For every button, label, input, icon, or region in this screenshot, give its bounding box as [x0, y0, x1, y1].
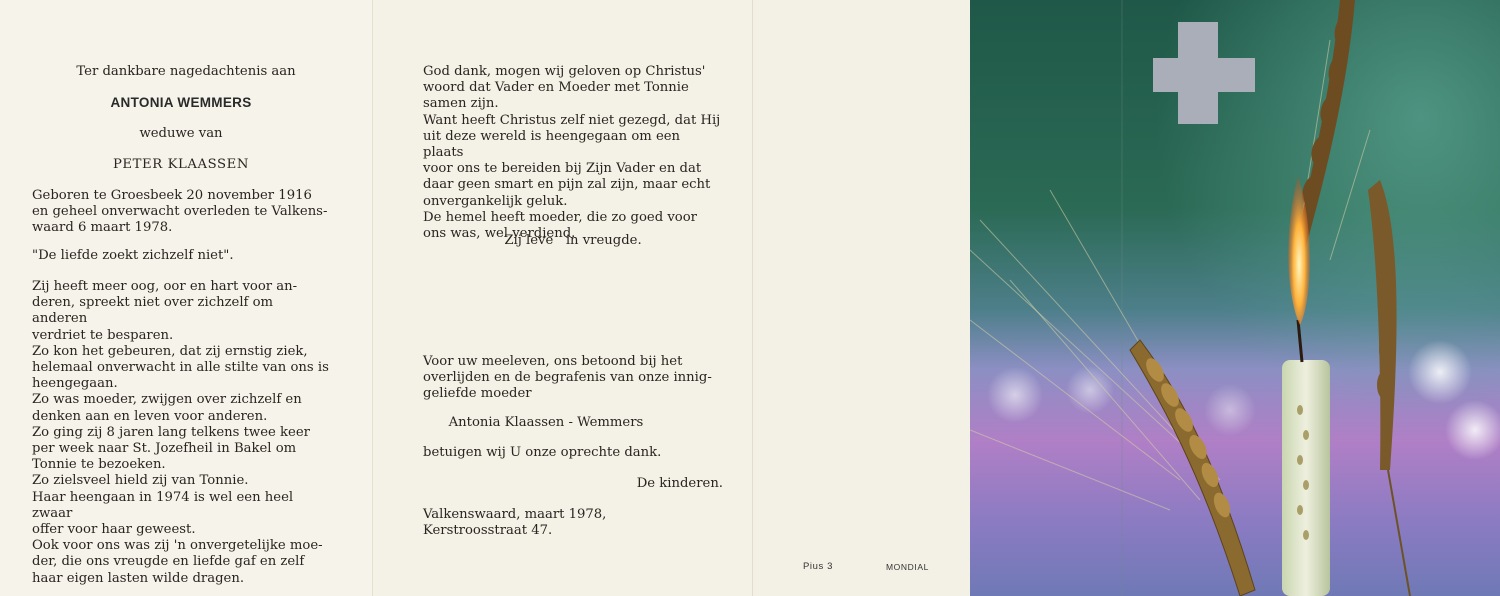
born-line: Geboren te Groesbeek 20 november 1916 — [32, 188, 312, 203]
middle-body-text — [423, 64, 723, 242]
text-line: Zo kon het gebeuren, dat zij ernstig ziek, — [32, 343, 308, 359]
thanks-end-text: betuigen wij U onze oprechte dank. — [423, 445, 662, 460]
printer-brand: MONDIAL — [886, 562, 929, 572]
candle-wheat-image — [970, 0, 1500, 596]
text-line: uit deze wereld is heengegaan om een plaats — [423, 128, 681, 161]
text-line: samen zijn. — [423, 96, 499, 112]
husband-name: PETER KLAASSEN — [112, 157, 250, 172]
text-line: onvergankelijk geluk. — [423, 193, 568, 209]
text-line: voor ons te bereiden bij Zijn Vader en dat — [423, 161, 702, 177]
widow-of-text: weduwe van — [139, 126, 223, 141]
deceased-name: ANTONIA WEMMERS — [110, 95, 252, 110]
text-line: Ook voor ons was zij 'n onvergetelijke moe- — [32, 538, 323, 554]
text-line: helemaal onverwacht in alle stilte van ons is — [32, 360, 329, 376]
text-line: Zo was moeder, zwijgen over zichzelf en — [32, 392, 302, 408]
text-line: ons was, wel verdiend. — [423, 226, 576, 242]
text-line: Zo zielsveel hield zij van Tonnie. — [32, 473, 249, 489]
thanks-line: geliefde moeder — [423, 386, 532, 402]
text-line: per week naar St. Jozefheil in Bakel om — [32, 441, 297, 457]
text-line: heengegaan. — [32, 376, 118, 392]
text-line: daar geen smart en pijn zal zijn, maar echt — [423, 177, 711, 193]
text-line: verdriet te besparen. — [32, 327, 174, 343]
text-line: denken aan en leven voor anderen. — [32, 408, 268, 424]
birth-death-text — [32, 188, 330, 237]
text-line: God dank, mogen wij geloven op Christus' — [423, 64, 706, 79]
text-line: Want heeft Christus zelf niet gezegd, dat Hij — [423, 112, 721, 128]
text-line: deren, spreekt niet over zichzelf om anderen — [32, 295, 274, 327]
thanks-text — [423, 354, 723, 403]
intro-text: Ter dankbare nagedachtenis aan — [76, 64, 296, 79]
address: Kerstroosstraat 47. — [423, 523, 553, 538]
signer-name: Antonia Klaassen - Wemmers — [448, 415, 644, 430]
text-line: Tonnie te bezoeken. — [32, 457, 166, 473]
text-line: Zij heeft meer oog, oor en hart voor an- — [32, 279, 298, 294]
children-signature: De kinderen. — [636, 476, 723, 491]
text-line: Zo ging zij 8 jaren lang telkens twee keer — [32, 424, 310, 440]
left-body-text — [32, 279, 330, 587]
text-line: haar eigen lasten wilde dragen. — [32, 570, 245, 586]
text-line: Haar heengaan in 1974 is wel een heel zwaar — [32, 489, 294, 521]
blank-back-panel — [752, 0, 970, 596]
text-line: der, die ons vreugde en liefde gaf en zelf — [32, 554, 305, 570]
thanks-line: Voor uw meeleven, ons betoond bij het — [423, 354, 683, 369]
text-line: De hemel heeft moeder, die zo goed voor — [423, 209, 697, 225]
print-code: Pius 3 — [803, 561, 834, 572]
born-line: waard 6 maart 1978. — [32, 220, 173, 236]
middle-panel — [372, 0, 752, 596]
quote-text: "De liefde zoekt zichzelf niet". — [32, 248, 234, 263]
text-line: offer voor haar geweest. — [32, 522, 196, 538]
blessing-text: Zij leve in vreugde. — [504, 233, 642, 248]
thanks-line: overlijden en de begrafenis van onze innig- — [423, 370, 712, 386]
text-line: woord dat Vader en Moeder met Tonnie — [423, 80, 689, 96]
born-line: en geheel onverwacht overleden te Valkens- — [32, 204, 328, 220]
left-panel — [0, 0, 372, 596]
candle-photo — [970, 0, 1500, 596]
place-date: Valkenswaard, maart 1978, — [423, 507, 607, 522]
